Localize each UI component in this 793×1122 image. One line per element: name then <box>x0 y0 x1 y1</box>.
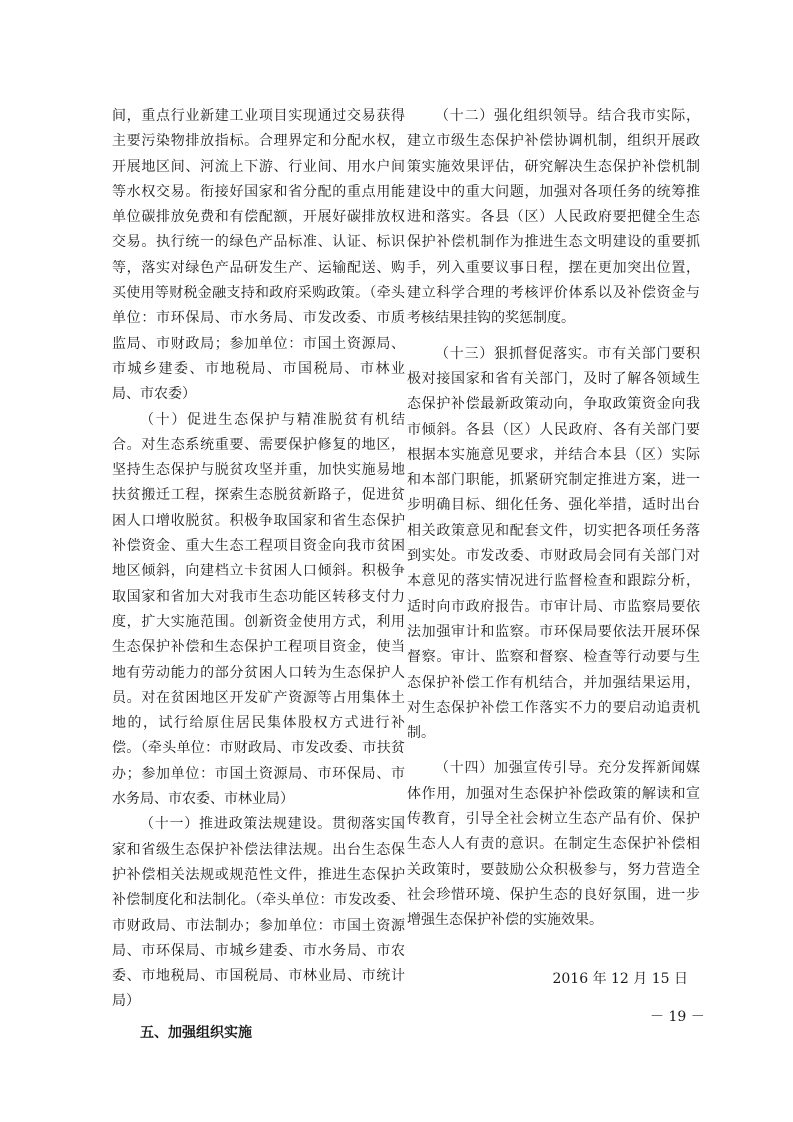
paragraph-12: （十二）强化组织领导。结合我市实际，建立市级生态保护补偿协调机制，组织开展政策实施效果评估，研究解决生态保护补偿机制建设中的重大问题，加强对各项任务的统筹推进和落实。各县（区）人民政府要把健全生态保护补偿机制作为推进生态文明建设的重要抓手，列入重要议事日程，摆在更加突出位置，建立科学合理的考核评价体系以及补偿资金与考核结果挂钩的奖惩制度。 <box>407 108 700 327</box>
paragraph-11: （十一）推进政策法规建设。贯彻落实国家和省级生态保护补偿法律法规。出台生态保护补偿相关法规或规范性文件，推进生态保护补偿制度化和法制化。（牵头单位：市发改委、市财政局、市法制办；参加单位：市国土资源局、市环保局、市城乡建委、市水务局、市农委、市地税局、市国税局、市林业局、市统计局） <box>112 816 405 1010</box>
right-column <box>407 104 700 1004</box>
left-column <box>112 104 405 1046</box>
document-date: 2016 年 12 月 15 日 <box>552 970 688 987</box>
paragraph-10: （十）促进生态保护与精准脱贫有机结合。对生态系统重要、需要保护修复的地区，坚持生态保护与脱贫攻坚并重，加快实施易地扶贫搬迁工程，探索生态脱贫新路子，促进贫困人口增收脱贫。积极争取国家和省生态保护补偿资金、重大生态工程项目资金向我市贫困地区倾斜，向建档立卡贫困人口倾斜。积极争取国家和省加大对我市生态功能区转移支付力度，扩大实施范围。创新资金使用方式，利用生态保护补偿和生态保护工程项目资金，使当地有劳动能力的部分贫困人口转为生态保护人员。对在贫困地区开发矿产资源等占用集体土地的，试行给原住居民集体股权方式进行补偿。（牵头单位：市财政局、市发改委、市扶贫办；参加单位：市国土资源局、市环保局、市水务局、市农委、市林业局） <box>112 411 405 808</box>
paragraph-continued: 间，重点行业新建工业项目实现通过交易获得主要污染物排放指标。合理界定和分配水权，开展地区间、河流上下游、行业间、用水户间等水权交易。衔接好国家和省分配的重点用能单位碳排放免费和有偿配额，开展好碳排放权交易。执行统一的绿色产品标准、认证、标识等，落实对绿色产品研发生产、运输配送、购买使用等财税金融支持和政府采购政策。（牵头单位：市环保局、市水务局、市发改委、市质监局、市财政局；参加单位：市国土资源局、市城乡建委、市地税局、市国税局、市林业局、市农委） <box>112 108 405 403</box>
section-heading: 五、加强组织实施 <box>140 1024 252 1041</box>
page-number: － 19 － <box>650 1009 705 1025</box>
paragraph-14: （十四）加强宣传引导。充分发挥新闻媒体作用，加强对生态保护补偿政策的解读和宣传教育，引导全社会树立生态产品有价、保护生态人人有责的意识。在制定生态保护补偿相关政策时，要鼓励公众积极参与，努力营造全社会珍惜环境、保护生态的良好氛围，进一步增强生态保护补偿的实施效果。 <box>407 760 700 929</box>
paragraph-13: （十三）狠抓督促落实。市有关部门要积极对接国家和省有关部门，及时了解各领域生态保护补偿最新政策动向，争取政策资金向我市倾斜。各县（区）人民政府、各有关部门要根据本实施意见要求，并结合本县（区）实际和本部门职能，抓紧研究制定推进方案，进一步明确目标、细化任务、强化举措，适时出台相关政策意见和配套文件，切实把各项任务落到实处。市发改委、市财政局会同有关部门对本意见的落实情况进行监督检查和跟踪分析，适时向市政府报告。市审计局、市监察局要依法加强审计和监察。市环保局要依法开展环保督察。审计、监察和督察、检查等行动要与生态保护补偿工作有机结合，并加强结果运用，对生态保护补偿工作落实不力的要启动追责机制。 <box>407 345 700 742</box>
